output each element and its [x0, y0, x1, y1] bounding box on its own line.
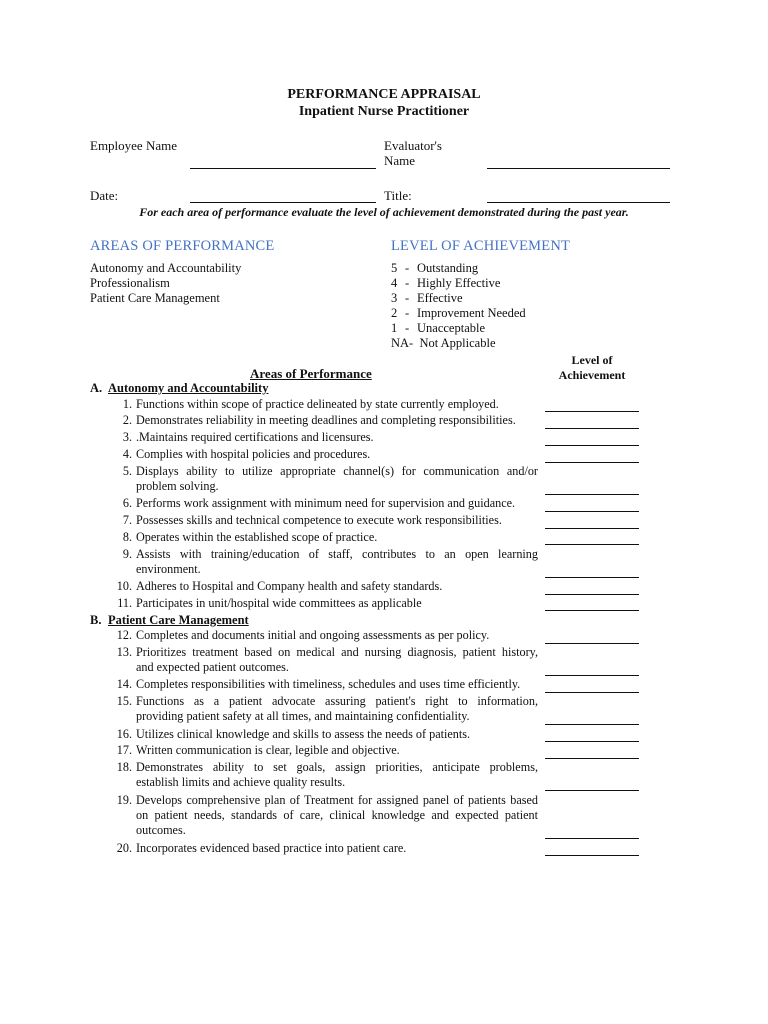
areas-heading: AREAS OF PERFORMANCE — [90, 238, 275, 254]
item-number: 13. — [116, 645, 132, 659]
item-number: 6. — [122, 496, 132, 511]
item-text: Prioritizes treatment based on medical and nursing diagnosis, patient history, — [136, 645, 538, 659]
level-column-heading-line2: Achievement — [558, 368, 626, 382]
level-entry-field[interactable] — [545, 758, 639, 759]
item-text: problem solving. — [136, 478, 219, 493]
level-item: 2 - Improvement Needed — [391, 306, 526, 320]
item-text: on patient needs, standards of care, clinical knowledge and expected patient — [136, 807, 538, 822]
appraisal-item — [108, 464, 538, 494]
item-number: 14. — [116, 677, 132, 692]
item-text: Possesses skills and technical competence to execute work responsibilities. — [136, 513, 502, 527]
item-number: 3. — [122, 430, 132, 445]
level-entry-field[interactable] — [545, 741, 639, 742]
item-text: and expected patient outcomes. — [136, 660, 289, 674]
section-title: Patient Care Management — [108, 612, 249, 627]
item-number: 10. — [116, 579, 132, 593]
item-text: Demonstrates ability to set goals, assign priorities, anticipate problems, — [136, 760, 538, 775]
appraisal-item — [108, 413, 538, 428]
item-number: 2. — [122, 413, 132, 428]
title-label: Title: — [384, 188, 412, 203]
appraisal-item — [108, 447, 538, 462]
item-text: Displays ability to utilize appropriate channel(s) for communication and/or — [136, 463, 538, 478]
level-entry-field[interactable] — [545, 544, 639, 545]
appraisal-item — [108, 760, 538, 790]
section-letter: B. — [90, 612, 102, 627]
item-text: Adheres to Hospital and Company health and safety standards. — [136, 579, 443, 593]
item-text: Develops comprehensive plan of Treatment for assigned panel of patients based — [136, 792, 538, 807]
item-text: outcomes. — [136, 822, 186, 837]
item-number: 15. — [116, 694, 132, 709]
appraisal-item — [108, 596, 538, 611]
level-entry-field[interactable] — [545, 675, 639, 676]
date-label: Date: — [90, 188, 119, 203]
level-item-na: NA- Not Applicable — [391, 336, 496, 350]
level-item: 4 - Highly Effective — [391, 276, 501, 290]
appraisal-item — [108, 645, 538, 675]
appraisal-item — [108, 547, 538, 577]
evaluator-name-field[interactable] — [487, 168, 670, 169]
item-text: establish limits and achieve quality results. — [136, 775, 346, 790]
appraisal-item — [108, 496, 538, 511]
item-text: Performs work assignment with minimum need for supervision and guidance. — [136, 496, 516, 511]
item-number: 18. — [116, 760, 132, 775]
appraisal-item — [108, 530, 538, 545]
appraisal-item — [108, 430, 538, 445]
level-entry-field[interactable] — [545, 462, 639, 463]
appraisal-item — [108, 743, 538, 758]
area-item: Autonomy and Accountability — [90, 261, 242, 275]
areas-column-heading: Areas of Performance — [250, 366, 372, 381]
item-text: Functions within scope of practice delineated by state currently employed. — [136, 396, 499, 411]
item-number: 9. — [122, 546, 132, 561]
page-subtitle: Inpatient Nurse Practitioner — [298, 104, 470, 119]
evaluator-name-label-line2: Name — [384, 153, 416, 168]
areas-list — [90, 261, 241, 306]
area-item: Professionalism — [90, 276, 170, 290]
item-text: providing patient safety at all times, and maintaining confidentiality. — [136, 709, 470, 724]
levels-list — [391, 261, 526, 351]
item-text: Demonstrates reliability in meeting deadlines and completing responsibilities. — [136, 413, 516, 428]
item-number: 7. — [122, 513, 132, 527]
appraisal-item — [108, 694, 538, 724]
level-entry-field[interactable] — [545, 692, 639, 693]
item-text: Participates in unit/hospital wide committees as applicable — [136, 595, 422, 610]
level-entry-field[interactable] — [545, 594, 639, 595]
level-entry-field[interactable] — [545, 724, 639, 725]
item-number: 4. — [122, 447, 132, 461]
level-entry-field[interactable] — [545, 511, 639, 512]
level-entry-field[interactable] — [545, 577, 639, 578]
appraisal-item — [108, 628, 538, 643]
level-entry-field[interactable] — [545, 445, 639, 446]
item-text: Functions as a patient advocate assuring patient's right to information, — [136, 694, 538, 709]
level-entry-field[interactable] — [545, 790, 639, 791]
level-entry-field[interactable] — [545, 428, 639, 429]
item-text: Operates within the established scope of practice. — [136, 529, 378, 544]
item-text: .Maintains required certifications and licensures. — [136, 430, 374, 445]
level-entry-field[interactable] — [545, 643, 639, 644]
level-item: 5 - Outstanding — [391, 261, 479, 275]
appraisal-item — [108, 677, 538, 692]
level-entry-field[interactable] — [545, 494, 639, 495]
appraisal-item — [108, 397, 538, 412]
item-number: 12. — [116, 628, 132, 643]
item-text: Assists with training/education of staff, contributes to an open learning — [136, 546, 538, 561]
item-number: 16. — [116, 726, 132, 741]
level-item: 3 - Effective — [391, 291, 463, 305]
appraisal-item — [108, 513, 538, 528]
title-field[interactable] — [487, 202, 670, 203]
item-number: 20. — [116, 840, 132, 855]
item-text: Utilizes clinical knowledge and skills to assess the needs of patients. — [136, 726, 471, 741]
section-title: Autonomy and Accountability — [108, 381, 269, 395]
appraisal-item — [108, 727, 538, 742]
level-entry-field[interactable] — [545, 528, 639, 529]
level-entry-field[interactable] — [545, 855, 639, 856]
item-number: 8. — [122, 529, 132, 544]
item-text: Written communication is clear, legible and objective. — [136, 743, 400, 758]
item-text: Completes responsibilities with timeliness, schedules and uses time efficiently. — [136, 677, 521, 692]
appraisal-item — [108, 841, 538, 856]
level-item: 1 - Unacceptable — [391, 321, 486, 335]
appraisal-item — [108, 793, 538, 838]
instruction-text: For each area of performance evaluate the level of achievement demonstrated during the past year. — [139, 205, 629, 219]
level-entry-field[interactable] — [545, 838, 639, 839]
section-letter: A. — [90, 381, 103, 395]
section-heading — [90, 613, 249, 628]
area-item: Patient Care Management — [90, 291, 220, 305]
item-number: 17. — [116, 743, 132, 758]
item-text: environment. — [136, 561, 201, 576]
item-number: 5. — [122, 463, 132, 478]
date-field[interactable] — [190, 202, 376, 203]
levels-heading: LEVEL OF ACHIEVEMENT — [391, 238, 571, 254]
appraisal-item — [108, 579, 538, 594]
level-entry-field[interactable] — [545, 610, 639, 611]
level-entry-field[interactable] — [545, 411, 639, 412]
item-text: Completes and documents initial and ongoing assessments as per policy. — [136, 628, 490, 643]
level-column-heading-line1: Level of — [571, 353, 613, 367]
employee-name-label: Employee Name — [90, 138, 177, 153]
item-number: 19. — [116, 792, 132, 807]
item-text: Incorporates evidenced based practice into patient care. — [136, 840, 407, 855]
item-number: 1. — [122, 396, 132, 411]
evaluator-name-label-line1: Evaluator's — [384, 138, 442, 153]
section-heading — [90, 381, 268, 396]
item-text: Complies with hospital policies and procedures. — [136, 447, 371, 461]
employee-name-field[interactable] — [190, 168, 376, 169]
page-title: PERFORMANCE APPRAISAL — [287, 87, 481, 102]
item-number: 11. — [117, 595, 132, 610]
